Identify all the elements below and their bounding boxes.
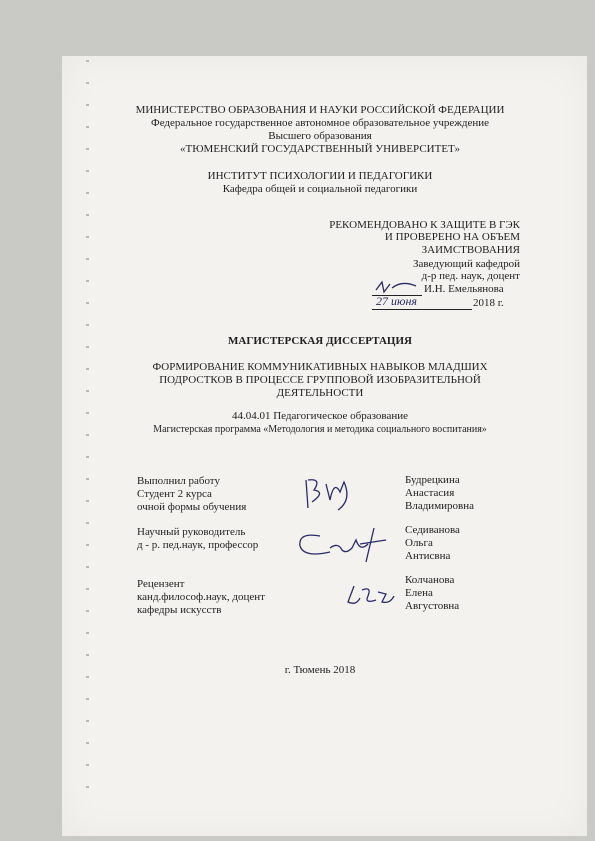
binding-edge-marks (86, 60, 89, 800)
supervisor-signature (290, 518, 395, 563)
supervisor-first-name: Ольга (405, 537, 433, 549)
approval-year: 2018 г. (473, 297, 504, 309)
supervisor-role-2: д - р. пед.наук, профессор (137, 539, 259, 551)
thesis-code: 44.04.01 Педагогическое образование (231, 410, 409, 422)
approval-line-1: РЕКОМЕНДОВАНО К ЗАЩИТЕ В ГЭК (329, 219, 520, 231)
city-year: г. Тюмень 2018 (284, 664, 356, 676)
reviewer-role-2: канд.философ.наук, доцент (137, 591, 265, 603)
student-surname: Будрецкина (405, 474, 460, 486)
student-role-3: очной формы обучения (137, 501, 247, 513)
thesis-title-line-1: ФОРМИРОВАНИЕ КОММУНИКАТИВНЫХ НАВЫКОВ МЛАДШИХ (152, 361, 488, 373)
department-name: Кафедра общей и социальной педагогики (222, 183, 418, 195)
education-level: Высшего образования (268, 130, 372, 142)
institution-type: Федеральное государственное автономное образовательное учреждение (151, 117, 489, 129)
reviewer-patronymic: Августовна (405, 600, 460, 612)
approval-date-handwritten: 27 июня (376, 294, 417, 308)
approval-position: Заведующий кафедрой (413, 258, 520, 270)
thesis-title-line-2: ПОДРОСТКОВ В ПРОЦЕССЕ ГРУППОВОЙ ИЗОБРАЗИТЕЛЬНОЙ (159, 374, 481, 386)
approval-degree: д-р пед. наук, доцент (421, 270, 520, 282)
student-role-2: Студент 2 курса (137, 488, 212, 500)
approval-line-2: И ПРОВЕРЕНО НА ОБЪЕМ (384, 231, 520, 243)
student-role-1: Выполнил работу (137, 475, 220, 487)
student-patronymic: Владимировна (405, 500, 475, 512)
thesis-program: Магистерская программа «Методология и методика социального воспитания» (153, 424, 487, 435)
reviewer-first-name: Елена (405, 587, 433, 599)
student-first-name: Анастасия (405, 487, 455, 499)
approval-head-name: И.Н. Емельянова (424, 283, 504, 295)
reviewer-role-3: кафедры искусств (137, 604, 222, 616)
thesis-title-line-3: ДЕЯТЕЛЬНОСТИ (276, 387, 364, 399)
student-signature (300, 470, 360, 515)
institute-name: ИНСТИТУТ ПСИХОЛОГИИ И ПЕДАГОГИКИ (207, 170, 433, 182)
approval-date-line (372, 309, 472, 310)
thesis-type: МАГИСТЕРСКАЯ ДИССЕРТАЦИЯ (228, 335, 412, 347)
reviewer-role-1: Рецензент (137, 578, 185, 590)
approval-line-3: ЗАИМСТВОВАНИЯ (421, 244, 520, 256)
reviewer-surname: Колчанова (405, 574, 455, 586)
university-name: «ТЮМЕНСКИЙ ГОСУДАРСТВЕННЫЙ УНИВЕРСИТЕТ» (180, 143, 460, 155)
ministry-name: МИНИСТЕРСТВО ОБРАЗОВАНИЯ И НАУКИ РОССИЙСКОЙ ФЕДЕРАЦИИ (135, 104, 505, 116)
supervisor-surname: Седиванова (405, 524, 460, 536)
supervisor-patronymic: Антисвна (405, 550, 451, 562)
reviewer-signature (342, 580, 397, 610)
supervisor-role-1: Научный руководитель (137, 526, 246, 538)
